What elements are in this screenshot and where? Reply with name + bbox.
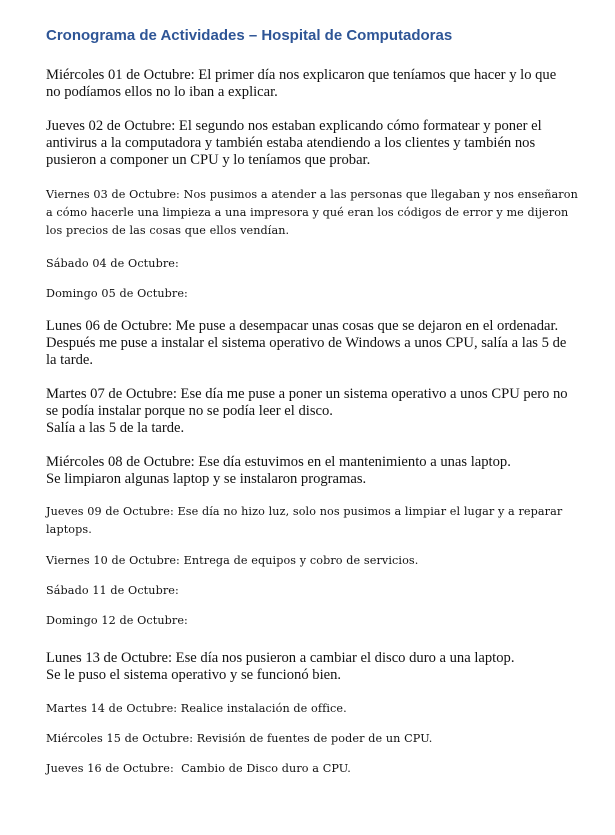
entry-line: Miércoles 15 de Octubre: Revisión de fuentes de poder de un CPU. xyxy=(46,732,433,745)
entry-line: Martes 07 de Octubre: Ese día me puse a poner un sistema operativo a unos CPU pero no xyxy=(46,386,568,402)
entry-friday-03 xyxy=(46,186,576,239)
entry-line: Se limpiaron algunas laptop y se instalaron programas. xyxy=(46,471,367,488)
entry-line: Sábado 11 de Octubre: xyxy=(46,584,179,597)
entry-saturday-04 xyxy=(46,255,576,273)
entry-line: Martes 14 de Octubre: Realice instalación de office. xyxy=(46,702,347,715)
entry-thursday-09 xyxy=(46,503,576,539)
entry-line: Miércoles 08 de Octubre: Ese día estuvimos en el mantenimiento a unas laptop. xyxy=(46,454,511,470)
entry-line: no podíamos ellos no lo iban a explicar. xyxy=(46,84,278,101)
entry-line: se podía instalar porque no se podía leer el disco. xyxy=(46,403,333,420)
entry-line: a cómo hacerle una limpieza a una impresora y qué eran los códigos de error y me dijeron xyxy=(46,205,569,219)
entry-line: los precios de las cosas que ellos vendían. xyxy=(46,223,290,237)
page-title: Cronograma de Actividades – Hospital de Computadoras xyxy=(46,27,453,44)
entry-tuesday-07 xyxy=(46,386,576,438)
entry-wednesday-15 xyxy=(46,730,576,748)
entry-wednesday-08 xyxy=(46,454,576,488)
entry-friday-10 xyxy=(46,552,576,570)
entry-saturday-11 xyxy=(46,582,576,600)
entry-sunday-05 xyxy=(46,285,576,303)
entry-thursday-16 xyxy=(46,760,576,778)
entry-line: Domingo 05 de Octubre: xyxy=(46,287,188,300)
entry-tuesday-14 xyxy=(46,700,576,718)
entry-line: Viernes 03 de Octubre: Nos pusimos a atender a las personas que llegaban y nos enseñaron xyxy=(46,188,578,201)
entry-line: Jueves 09 de Octubre: Ese día no hizo luz, solo nos pusimos a limpiar el lugar y a reparar xyxy=(46,505,563,518)
entry-line: Viernes 10 de Octubre: Entrega de equipos y cobro de servicios. xyxy=(46,554,419,567)
entry-line: Se le puso el sistema operativo y se funcionó bien. xyxy=(46,667,342,684)
entry-line: Domingo 12 de Octubre: xyxy=(46,614,188,627)
entry-sunday-12 xyxy=(46,612,576,630)
entry-line: Lunes 13 de Octubre: Ese día nos pusieron a cambiar el disco duro a una laptop. xyxy=(46,650,515,666)
entry-line: la tarde. xyxy=(46,352,93,369)
entry-thursday-02 xyxy=(46,118,576,170)
entry-line: antivirus a la computadora y también estaba atendiendo a los clientes y también nos xyxy=(46,135,536,152)
entry-wednesday-01 xyxy=(46,67,576,101)
entry-line: Miércoles 01 de Octubre: El primer día nos explicaron que teníamos que hacer y lo que xyxy=(46,67,557,83)
entry-line: Jueves 02 de Octubre: El segundo nos estaban explicando cómo formatear y poner el xyxy=(46,118,542,134)
entry-line: pusieron a componer un CPU y lo teníamos que probar. xyxy=(46,152,371,169)
entry-line: Sábado 04 de Octubre: xyxy=(46,257,179,270)
entry-monday-06 xyxy=(46,318,576,370)
entry-line: Salía a las 5 de la tarde. xyxy=(46,420,185,437)
entry-line: laptops. xyxy=(46,522,92,536)
entry-line: Después me puse a instalar el sistema operativo de Windows a unos CPU, salía a las 5 de xyxy=(46,335,567,352)
entry-monday-13 xyxy=(46,650,576,684)
entry-line: Lunes 06 de Octubre: Me puse a desempacar unas cosas que se dejaron en el ordenadar. xyxy=(46,318,559,334)
entry-line: Jueves 16 de Octubre: Cambio de Disco duro a CPU. xyxy=(46,762,351,775)
